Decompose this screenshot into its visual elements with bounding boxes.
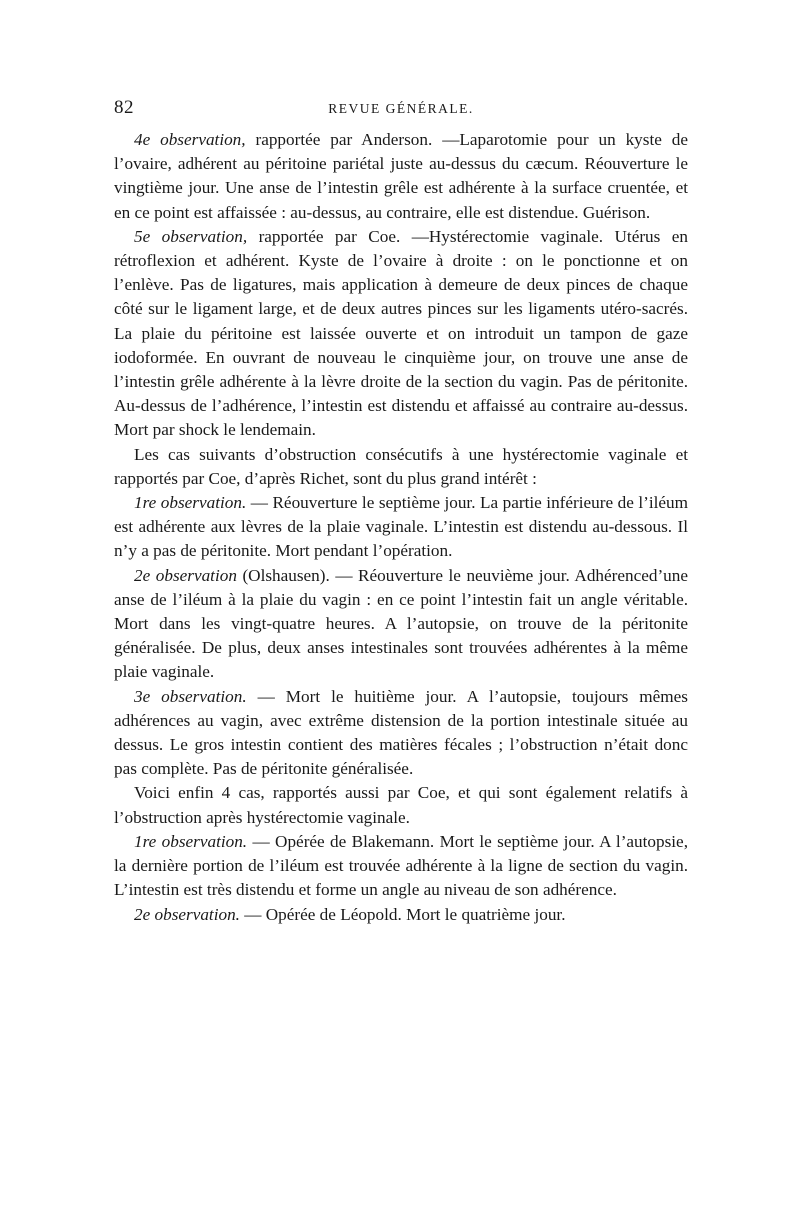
paragraph-text: — Opérée de Léopold. Mort le quatrième jour. (239, 904, 566, 924)
body-text (114, 128, 688, 927)
paragraph-observation-4-anderson (114, 128, 688, 225)
page-header (114, 97, 688, 121)
paragraph-text: Voici enfin 4 cas, rapportés aussi par Coe, et qui sont également relatifs à l’obstruction après hystérectomie vaginale. (114, 783, 688, 827)
paragraph-text: — Opérée de Blakemann. Mort le septième jour. A l’autopsie, la dernière portion de l’iléum est trouvée adhérente à la ligne de section du vagin. L’intestin est très distendu et forme un angle au niveau de son adhérence. (114, 831, 688, 900)
paragraph-intro-richet-cases (114, 443, 688, 491)
page-number: 82 (114, 97, 134, 118)
paragraph-text: — Mort le huitième jour. A l’autopsie, toujours mêmes adhérences au vagin, avec extrême distension de la portion intestinale située au dessus. Le gros intestin contient des matières fécales ; l’obstruction n’était donc pas complète. Pas de péritonite généralisée. (114, 686, 688, 779)
observation-label: 1re observation. (134, 831, 248, 851)
paragraph-coe-observation-2 (114, 903, 688, 927)
paragraph-text: rapportée par Coe. —Hystérectomie vaginale. Utérus en rétroflexion et adhérent. Kyste de l’ovaire à droite : on le ponctionne et on l’enlève. Pas de ligatures, mais application à demeure de deux pinces de chaque côté sur le ligament large, et de deux autres pinces sur les ligaments utéro-sacrés. La plaie du péritoine est laissée ouverte et on introduit un tampon de gaze iodoformée. En ouvrant de nouveau le cinquième jour, on trouve une anse de l’intestin grêle adhérente à la lèvre droite de la section du vagin. Pas de péritonite. Au-dessus de l’adhérence, l’intestin est distendu et affaissé au contraire au-dessus. Mort par shock le lendemain. (114, 226, 688, 440)
observation-label: 2e observation. (134, 904, 240, 924)
running-title: REVUE GÉNÉRALE. (328, 101, 474, 116)
observation-label: 5e observation, (134, 226, 248, 246)
paragraph-text: (Olshausen). — Réouverture le neuvième jour. Adhérenced’une anse de l’iléum à la plaie du vagin : en ce point l’intestin fait un angle véritable. Mort dans les vingt-quatre heures. A l’autopsie, on trouve de la péritonite généralisée. De plus, deux anses intestinales sont trouvées adhérentes à la même plaie vaginale. (114, 565, 688, 682)
paragraph-observation-5-coe (114, 225, 688, 443)
paragraph-text: Les cas suivants d’obstruction consécutifs à une hystérectomie vaginale et rapportés par Coe, d’après Richet, sont du plus grand intérêt : (114, 444, 688, 488)
observation-label: 1re observation. (134, 493, 247, 513)
paragraph-richet-observation-1 (114, 491, 688, 564)
paragraph-text: — Réouverture le septième jour. La partie inférieure de l’iléum est adhérente aux lèvres de la plaie vaginale. L’intestin est distendu au-dessous. Il n’y a pas de péritonite. Mort pendant l’opération. (114, 493, 688, 561)
observation-label: 2e observation (134, 565, 237, 585)
observation-label: 3e observation. (134, 686, 247, 706)
paragraph-richet-observation-3 (114, 685, 688, 782)
paragraph-text: rapportée par Anderson. —Laparotomie pour un kyste de l’ovaire, adhérent au péritoine pariétal juste au-dessus du cæcum. Réouverture le vingtième jour. Une anse de l’intestin grêle est adhérente à la surface cruentée, et en ce point est affaissée : au-dessus, au contraire, elle est distendue. Guérison. (114, 130, 688, 222)
paragraph-coe-observation-1 (114, 830, 688, 903)
paragraph-intro-coe-cases (114, 781, 688, 829)
observation-label: 4e observation, (134, 130, 246, 149)
paragraph-richet-observation-2 (114, 564, 688, 685)
